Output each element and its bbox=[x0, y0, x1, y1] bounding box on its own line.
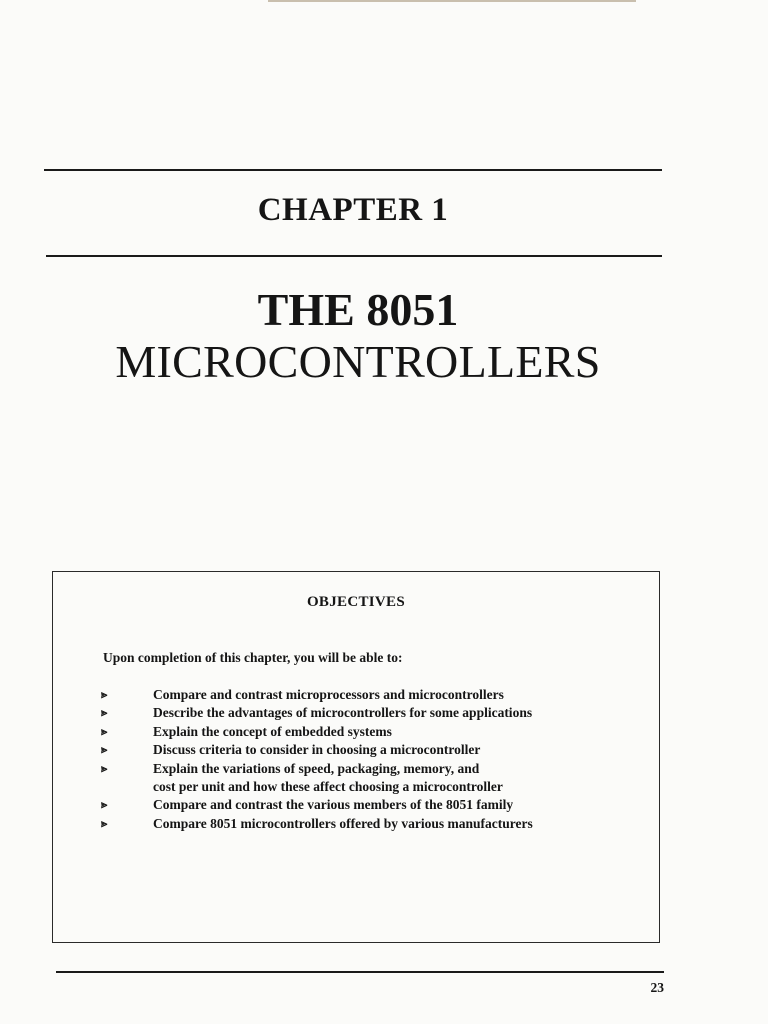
objectives-intro: Upon completion of this chapter, you will be able to: bbox=[103, 650, 403, 665]
objective-text: Compare 8051 microcontrollers offered by various manufacturers bbox=[153, 815, 533, 831]
list-item bbox=[101, 723, 533, 741]
list-item bbox=[101, 741, 533, 759]
double-chevron-icon: ⪢ bbox=[101, 744, 106, 757]
chapter-title-line-2: MICROCONTROLLERS bbox=[115, 336, 601, 387]
objective-text: Explain the concept of embedded systems bbox=[153, 723, 392, 739]
objective-text: Explain the variations of speed, packaging, memory, and cost per unit and how these affect choosing a microcontroller bbox=[153, 760, 503, 795]
chapter-title bbox=[44, 284, 672, 388]
heading-rule bbox=[46, 255, 662, 257]
objective-text: Describe the advantages of microcontrollers for some applications bbox=[153, 705, 533, 721]
list-item bbox=[101, 686, 533, 704]
double-chevron-icon: ⪢ bbox=[101, 817, 106, 830]
objectives-title: OBJECTIVES bbox=[306, 594, 406, 610]
double-chevron-icon: ⪢ bbox=[101, 799, 106, 812]
list-item bbox=[101, 815, 533, 833]
chapter-title-line-1: THE 8051 bbox=[257, 284, 459, 335]
page-number: 23 bbox=[650, 980, 664, 995]
objective-text: Compare and contrast the various members of the 8051 family bbox=[153, 797, 514, 813]
double-chevron-icon: ⪢ bbox=[101, 725, 106, 738]
objectives-box bbox=[52, 571, 660, 943]
double-chevron-icon: ⪢ bbox=[101, 707, 106, 720]
objective-text: Discuss criteria to consider in choosing a microcontroller bbox=[153, 742, 481, 758]
page-top-edge bbox=[268, 0, 636, 2]
list-item bbox=[101, 760, 533, 797]
list-item bbox=[101, 796, 533, 814]
top-rule bbox=[44, 169, 662, 171]
objectives-list bbox=[101, 686, 533, 833]
double-chevron-icon: ⪢ bbox=[101, 762, 106, 775]
list-item bbox=[101, 704, 533, 722]
footer-rule bbox=[56, 971, 664, 973]
double-chevron-icon: ⪢ bbox=[101, 689, 106, 701]
objective-text: Compare and contrast microprocessors and microcontrollers bbox=[153, 687, 504, 702]
chapter-heading: CHAPTER 1 bbox=[257, 192, 449, 228]
